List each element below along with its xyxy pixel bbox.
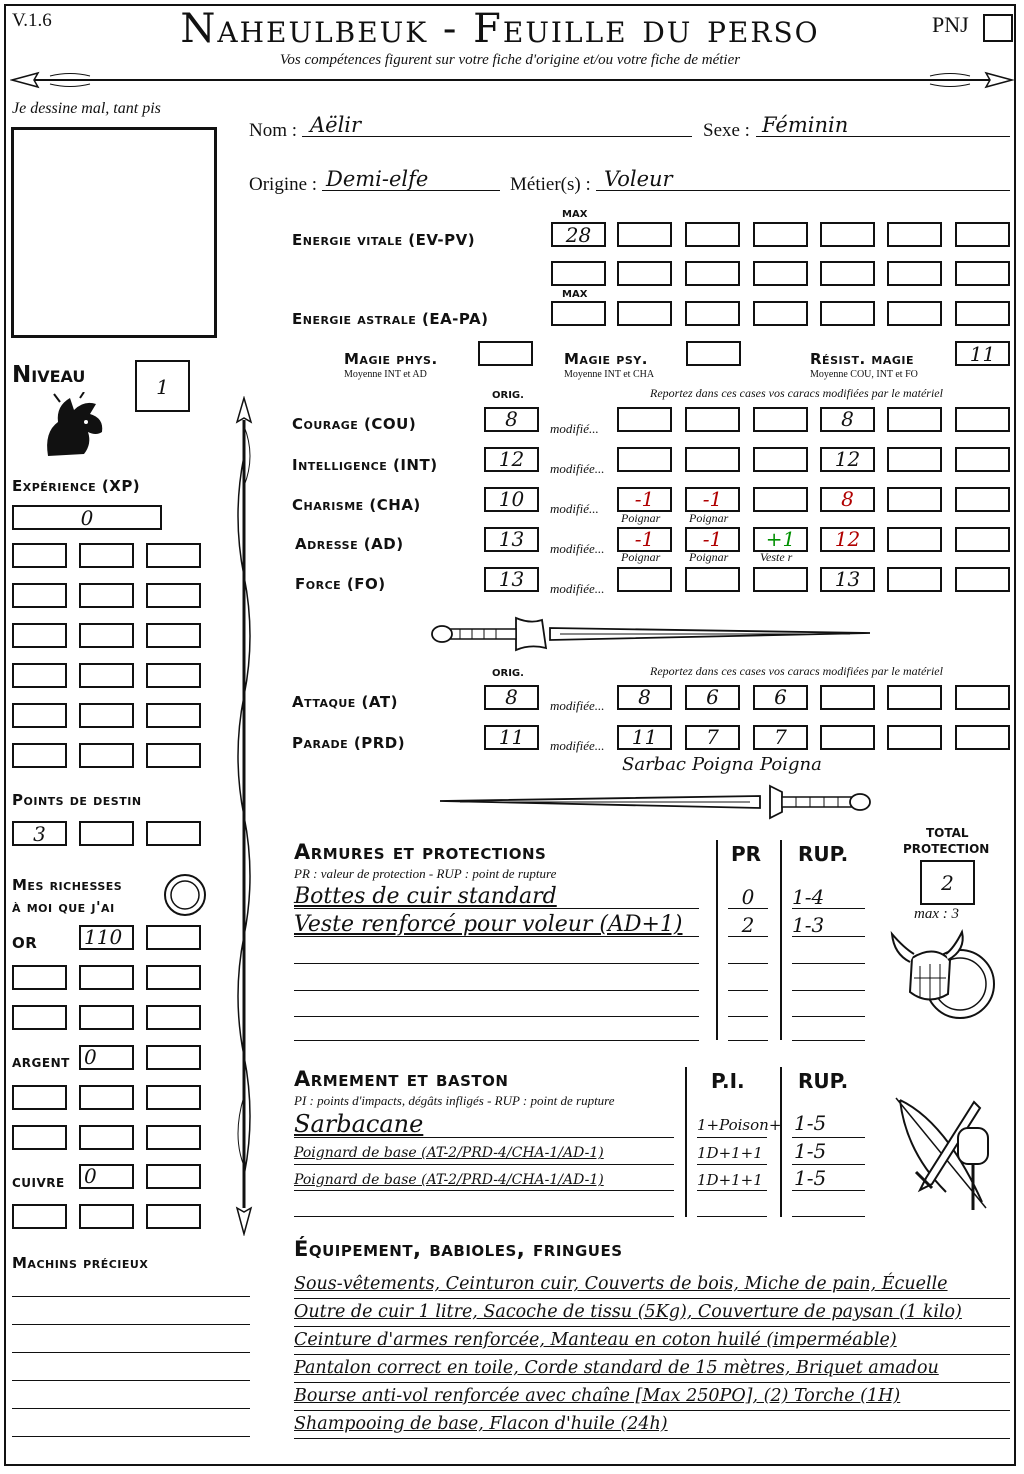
pnj-label: PNJ [932, 12, 969, 37]
weapon-pi-line[interactable] [697, 1216, 767, 1217]
armor-line[interactable] [294, 963, 699, 964]
stat-modif-box[interactable] [955, 407, 1010, 432]
stat-modif-box[interactable] [753, 567, 808, 592]
magie-phys-box[interactable] [478, 341, 533, 366]
ad-mod2[interactable]: -1 [702, 527, 723, 551]
xp-box[interactable] [79, 623, 134, 648]
weapons-divider-2 [780, 1067, 782, 1217]
money-box[interactable] [146, 1204, 201, 1229]
energy-box[interactable] [820, 261, 875, 286]
armor-rup-line[interactable] [792, 990, 865, 991]
int-label: Intelligence (INT) [292, 456, 438, 474]
equipment-line-3[interactable]: Ceinture d'armes renforcée, Manteau en coton huilé (imperméable) [294, 1330, 897, 1350]
ad-mod3-tag: Veste r [760, 550, 793, 564]
energy-box[interactable] [551, 261, 606, 286]
combat-report-note: Reportez dans ces cases vos caracs modifiées par le matériel [650, 664, 943, 678]
energy-box[interactable] [617, 222, 672, 247]
ad-orig[interactable]: 13 [498, 527, 525, 551]
xp-box[interactable] [79, 743, 134, 768]
xp-label: Expérience (XP) [12, 477, 141, 495]
magie-psy-box[interactable] [686, 341, 741, 366]
weapon-item-3-name[interactable]: Poignard de base (AT-2/PRD-4/CHA-1/AD-1) [294, 1172, 604, 1188]
weapon-rup-line[interactable] [792, 1137, 865, 1138]
cha-final[interactable]: 8 [841, 487, 854, 511]
energy-box[interactable] [820, 222, 875, 247]
equipment-line-1[interactable]: Sous-vêtements, Ceinturon cuir, Couverts de bois, Miche de pain, Écuelle [294, 1274, 948, 1294]
total-label-1: TOTAL [926, 826, 969, 840]
weapon-rup-line[interactable] [792, 1164, 865, 1165]
money-box[interactable] [12, 1125, 67, 1150]
cha-mod1-tag: Poignar [621, 511, 661, 525]
magie-psy-label: Magie psy. [564, 350, 648, 368]
stat-modif-box[interactable] [617, 407, 672, 432]
prd-label: Parade (PRD) [292, 734, 406, 752]
stats-orig-label: ORIG. [492, 390, 524, 401]
xp-box[interactable] [12, 623, 67, 648]
ad-label: Adresse (AD) [295, 535, 404, 553]
nom-value[interactable]: Aëlir [310, 113, 362, 137]
armor-divider-2 [780, 840, 782, 1040]
xp-box[interactable] [146, 543, 201, 568]
armor-item-2-pr[interactable]: 2 [741, 913, 755, 937]
money-box[interactable] [146, 1085, 201, 1110]
nom-label: Nom : [249, 120, 298, 141]
helmet-shield-icon [888, 928, 1000, 1028]
xp-box[interactable] [12, 543, 67, 568]
ea-label: Energie astrale (EA-PA) [292, 310, 489, 328]
weapon-pi-line[interactable] [697, 1190, 767, 1191]
stat-modif-box[interactable] [887, 567, 942, 592]
energy-box[interactable] [887, 222, 942, 247]
money-box[interactable] [79, 965, 134, 990]
xp-box[interactable]: 0 [12, 505, 162, 530]
resist-magie-note: Moyenne COU, INT et FO [810, 369, 918, 380]
destin-label: Points de destin [12, 791, 142, 809]
stat-modif-box[interactable] [955, 447, 1010, 472]
ev-max-label: MAX [562, 209, 588, 220]
prd-mod3[interactable]: 7 [774, 725, 787, 749]
cha-modif-label: modifié... [550, 501, 599, 516]
energy-box[interactable] [551, 222, 606, 247]
machins-line[interactable] [12, 1380, 250, 1381]
stat-modif-box[interactable] [753, 487, 808, 512]
armor-item-1-rup[interactable]: 1-4 [792, 885, 825, 909]
xp-box[interactable] [12, 583, 67, 608]
combat-orig-label: ORIG. [492, 668, 524, 679]
weapon-line[interactable] [294, 1216, 674, 1217]
energy-box[interactable] [955, 222, 1010, 247]
stat-modif-box[interactable] [887, 527, 942, 552]
portrait-caption: Je dessine mal, tant pis [12, 100, 161, 117]
at-modif-label: modifiée... [550, 698, 605, 713]
prd-modif-label: modifiée... [550, 738, 605, 753]
armor-pr-line[interactable] [728, 1016, 768, 1017]
weapon-pi-line[interactable] [697, 1164, 767, 1165]
ad-final[interactable]: 12 [834, 527, 861, 551]
fo-final[interactable]: 13 [834, 567, 861, 591]
ev-max-value[interactable]: 28 [565, 223, 592, 247]
weapon-tag-2: Poigna [692, 754, 754, 775]
armor-item-1-pr[interactable]: 0 [741, 885, 755, 909]
equipment-line-5[interactable]: Bourse anti-vol renforcée avec chaîne [Max 250PO], (2) Torche (1H) [294, 1386, 901, 1406]
weapons-rup-header: RUP. [798, 1069, 849, 1093]
xp-box[interactable] [146, 743, 201, 768]
crossed-weapons-icon [886, 1092, 1004, 1216]
xp-box[interactable] [146, 583, 201, 608]
xp-box[interactable] [79, 583, 134, 608]
at-mod3[interactable]: 6 [774, 685, 787, 709]
machins-line[interactable] [12, 1408, 250, 1409]
money-box[interactable] [146, 1164, 201, 1189]
dragon-icon [40, 392, 110, 464]
sheet-title: Naheulbeuk - Feuille du perso [180, 6, 820, 52]
xp-box[interactable] [146, 663, 201, 688]
equipment-line[interactable] [294, 1438, 1010, 1439]
armor-rup-line[interactable] [792, 1016, 865, 1017]
energy-box[interactable] [685, 301, 740, 326]
combat-modif-box[interactable] [887, 685, 942, 710]
xp-box[interactable] [79, 663, 134, 688]
weapon-rup-line[interactable] [792, 1216, 865, 1217]
equipment-line[interactable] [294, 1298, 1010, 1299]
weapons-note: PI : points d'impacts, dégâts infligés - RUP : point de rupture [294, 1093, 615, 1108]
energy-box[interactable] [685, 222, 740, 247]
destin-box-3[interactable] [146, 821, 201, 846]
money-box[interactable] [79, 1005, 134, 1030]
prd-mod1[interactable]: 11 [631, 725, 658, 749]
energy-box[interactable] [887, 301, 942, 326]
stat-modif-box[interactable] [887, 447, 942, 472]
energy-box[interactable] [887, 261, 942, 286]
resist-magie-label: Résist. magie [810, 350, 915, 368]
at-label: Attaque (AT) [292, 693, 398, 711]
equipment-line[interactable] [294, 1354, 1010, 1355]
equipment-line[interactable] [294, 1410, 1010, 1411]
int-modif-label: modifiée... [550, 461, 605, 476]
machins-line[interactable] [12, 1436, 250, 1437]
xp-box[interactable] [12, 663, 67, 688]
energy-box[interactable] [955, 261, 1010, 286]
weapon-line[interactable] [294, 1164, 674, 1165]
cha-mod2-tag: Poignar [689, 511, 729, 525]
stat-modif-box[interactable] [887, 487, 942, 512]
energy-box[interactable] [617, 261, 672, 286]
armor-item-2-name[interactable]: Veste renforcé pour voleur (AD+1) [294, 912, 683, 937]
ad-mod3[interactable]: +1 [765, 527, 796, 551]
coin-icon [162, 872, 208, 918]
xp-box[interactable] [146, 703, 201, 728]
origine-label: Origine : [249, 174, 318, 195]
ea-max-label: MAX [562, 289, 588, 300]
money-box[interactable] [12, 1204, 67, 1229]
stat-modif-box[interactable] [955, 567, 1010, 592]
prd-mod2[interactable]: 7 [706, 725, 719, 749]
armor-pr-header: PR [731, 842, 762, 866]
stat-modif-box[interactable] [887, 407, 942, 432]
energy-box[interactable] [955, 301, 1010, 326]
armor-pr-line[interactable] [728, 1040, 768, 1041]
energy-box[interactable] [820, 301, 875, 326]
machins-line[interactable] [12, 1324, 250, 1325]
equipment-title: Équipement, babioles, fringues [294, 1237, 623, 1261]
sexe-value[interactable]: Féminin [762, 113, 849, 137]
cuivre-label: CUIVRE [12, 1176, 65, 1190]
niveau-box[interactable]: 1 [135, 360, 190, 412]
weapon-line[interactable] [294, 1190, 674, 1191]
armor-line[interactable] [294, 1040, 699, 1041]
destin-box-1[interactable]: 3 [12, 821, 67, 846]
stat-modif-box[interactable] [617, 447, 672, 472]
version-label: V.1.6 [12, 10, 52, 31]
stat-modif-box[interactable] [753, 447, 808, 472]
combat-modif-box[interactable] [955, 725, 1010, 750]
money-box[interactable] [146, 965, 201, 990]
weapons-title: Armement et baston [294, 1067, 509, 1091]
portrait-box[interactable] [11, 127, 217, 338]
weapon-item-1-pi[interactable]: 1+Poison+ [697, 1116, 782, 1134]
cuivre-value[interactable]: 0 [84, 1164, 97, 1188]
money-box[interactable] [12, 965, 67, 990]
combat-modif-box[interactable] [887, 725, 942, 750]
energy-box[interactable] [617, 301, 672, 326]
weapon-item-3-rup[interactable]: 1-5 [794, 1166, 827, 1190]
weapon-item-2-rup[interactable]: 1-5 [794, 1139, 827, 1163]
money-box[interactable] [146, 1005, 201, 1030]
weapon-tag-1: Sarbac [622, 754, 687, 775]
sword-icon-2 [430, 782, 880, 822]
int-orig[interactable]: 12 [498, 447, 525, 471]
niveau-label: Niveau [12, 362, 86, 388]
machins-label: Machins précieux [12, 1254, 149, 1272]
xp-box[interactable] [12, 743, 67, 768]
machins-line[interactable] [12, 1296, 250, 1297]
metier-value[interactable]: Voleur [604, 167, 673, 191]
armor-pr-line[interactable] [728, 963, 768, 964]
top-spear-icon [10, 68, 1014, 92]
stats-report-note: Reportez dans ces cases vos caracs modifiées par le matériel [650, 386, 943, 400]
cha-mod2[interactable]: -1 [702, 487, 723, 511]
ev-label: Energie vitale (EV-PV) [292, 231, 476, 249]
energy-box[interactable] [753, 261, 808, 286]
weapon-rup-line[interactable] [792, 1190, 865, 1191]
money-box[interactable] [146, 1045, 201, 1070]
at-mod2[interactable]: 6 [706, 685, 719, 709]
ad-modif-label: modifiée... [550, 541, 605, 556]
magie-psy-note: Moyenne INT et CHA [564, 369, 655, 380]
cou-label: Courage (COU) [292, 415, 417, 433]
total-protection-box[interactable]: 2 [920, 860, 975, 905]
stat-modif-box[interactable] [617, 567, 672, 592]
energy-box[interactable] [753, 222, 808, 247]
stat-modif-box[interactable] [685, 447, 740, 472]
stat-modif-box[interactable] [753, 407, 808, 432]
armor-line[interactable] [294, 1016, 699, 1017]
cha-orig[interactable]: 10 [498, 487, 525, 511]
armor-rup-line[interactable] [792, 1040, 865, 1041]
resist-magie-box[interactable]: 11 [955, 341, 1010, 366]
destin-box-2[interactable] [79, 821, 134, 846]
energy-box[interactable] [551, 301, 606, 326]
cha-mod1[interactable]: -1 [634, 487, 655, 511]
origine-value[interactable]: Demi-elfe [326, 167, 429, 191]
equipment-line[interactable] [294, 1326, 1010, 1327]
equipment-line-2[interactable]: Outre de cuir 1 litre, Sacoche de tissu (5Kg), Couverture de paysan (1 kilo) [294, 1302, 962, 1322]
argent-value[interactable]: 0 [84, 1045, 97, 1069]
fo-modif-label: modifiée... [550, 581, 605, 596]
total-max: max : 3 [914, 906, 959, 922]
combat-modif-box[interactable] [820, 725, 875, 750]
xp-box[interactable] [79, 543, 134, 568]
xp-box[interactable] [12, 703, 67, 728]
richesses-label-1: Mes richesses [12, 876, 123, 894]
combat-modif-box[interactable] [955, 685, 1010, 710]
armor-title: Armures et protections [294, 840, 547, 864]
sexe-label: Sexe : [703, 120, 750, 141]
armor-rup-line[interactable] [792, 963, 865, 964]
magie-phys-note: Moyenne INT et AD [344, 369, 427, 380]
money-box[interactable] [79, 1204, 134, 1229]
armor-item-1-name[interactable]: Bottes de cuir standard [294, 884, 557, 909]
magie-phys-label: Magie phys. [344, 350, 438, 368]
prd-orig[interactable]: 11 [498, 725, 525, 749]
richesses-label-2: à moi que j'ai [12, 898, 115, 916]
cha-label: Charisme (CHA) [292, 496, 421, 514]
weapons-divider-1 [685, 1067, 687, 1217]
armor-pr-line[interactable] [728, 990, 768, 991]
armor-item-2-rup[interactable]: 1-3 [792, 913, 825, 937]
ad-mod2-tag: Poignar [689, 550, 729, 564]
at-mod1[interactable]: 8 [638, 685, 651, 709]
money-box[interactable] [146, 925, 201, 950]
int-final[interactable]: 12 [834, 447, 861, 471]
xp-box[interactable] [146, 623, 201, 648]
or-value[interactable]: 110 [84, 925, 123, 949]
weapon-item-2-name[interactable]: Poignard de base (AT-2/PRD-4/CHA-1/AD-1) [294, 1145, 604, 1161]
money-box[interactable] [79, 1125, 134, 1150]
equipment-line[interactable] [294, 1382, 1010, 1383]
weapon-tag-3: Poigna [760, 754, 822, 775]
equipment-line-6[interactable]: Shampooing de base, Flacon d'huile (24h) [294, 1414, 668, 1434]
ad-mod1-tag: Poignar [621, 550, 661, 564]
stat-modif-box[interactable] [955, 527, 1010, 552]
weapon-item-1-name[interactable]: Sarbacane [294, 1110, 424, 1138]
money-box[interactable] [12, 1085, 67, 1110]
total-label-2: PROTECTION [903, 842, 990, 856]
machins-line[interactable] [12, 1352, 250, 1353]
weapon-pi-line[interactable] [697, 1137, 767, 1138]
money-box[interactable] [12, 1005, 67, 1030]
money-box[interactable] [79, 1085, 134, 1110]
fo-orig[interactable]: 13 [498, 567, 525, 591]
sheet-subtitle: Vos compétences figurent sur votre fiche d'origine et/ou votre fiche de métier [279, 52, 741, 68]
cou-modif-label: modifié... [550, 421, 599, 436]
equipment-line-4[interactable]: Pantalon correct en toile, Corde standard de 15 mètres, Briquet amadou [294, 1358, 939, 1378]
or-label: OR [12, 934, 38, 952]
argent-label: ARGENT [12, 1056, 70, 1070]
armor-note: PR : valeur de protection - RUP : point de rupture [294, 866, 557, 881]
fo-label: Force (FO) [295, 575, 386, 593]
stat-modif-box[interactable] [685, 567, 740, 592]
cou-orig[interactable]: 8 [505, 407, 518, 431]
xp-box[interactable] [79, 703, 134, 728]
pnj-checkbox[interactable] [983, 14, 1013, 42]
money-box[interactable] [146, 1125, 201, 1150]
weapon-item-2-pi[interactable]: 1D+1+1 [697, 1144, 763, 1162]
stat-modif-box[interactable] [685, 407, 740, 432]
at-orig[interactable]: 8 [505, 685, 518, 709]
weapons-pi-header: P.I. [711, 1069, 745, 1093]
energy-box[interactable] [753, 301, 808, 326]
weapon-item-3-pi[interactable]: 1D+1+1 [697, 1171, 763, 1189]
energy-box[interactable] [685, 261, 740, 286]
armor-line[interactable] [294, 990, 699, 991]
metier-label: Métier(s) : [510, 174, 591, 195]
weapon-item-1-rup[interactable]: 1-5 [794, 1111, 827, 1135]
sword-icon [430, 614, 880, 654]
stat-modif-box[interactable] [955, 487, 1010, 512]
armor-divider-1 [716, 840, 718, 1040]
vertical-spear-icon [226, 396, 262, 1236]
combat-modif-box[interactable] [820, 685, 875, 710]
ad-mod1[interactable]: -1 [634, 527, 655, 551]
cou-final[interactable]: 8 [841, 407, 854, 431]
armor-rup-header: RUP. [798, 842, 849, 866]
